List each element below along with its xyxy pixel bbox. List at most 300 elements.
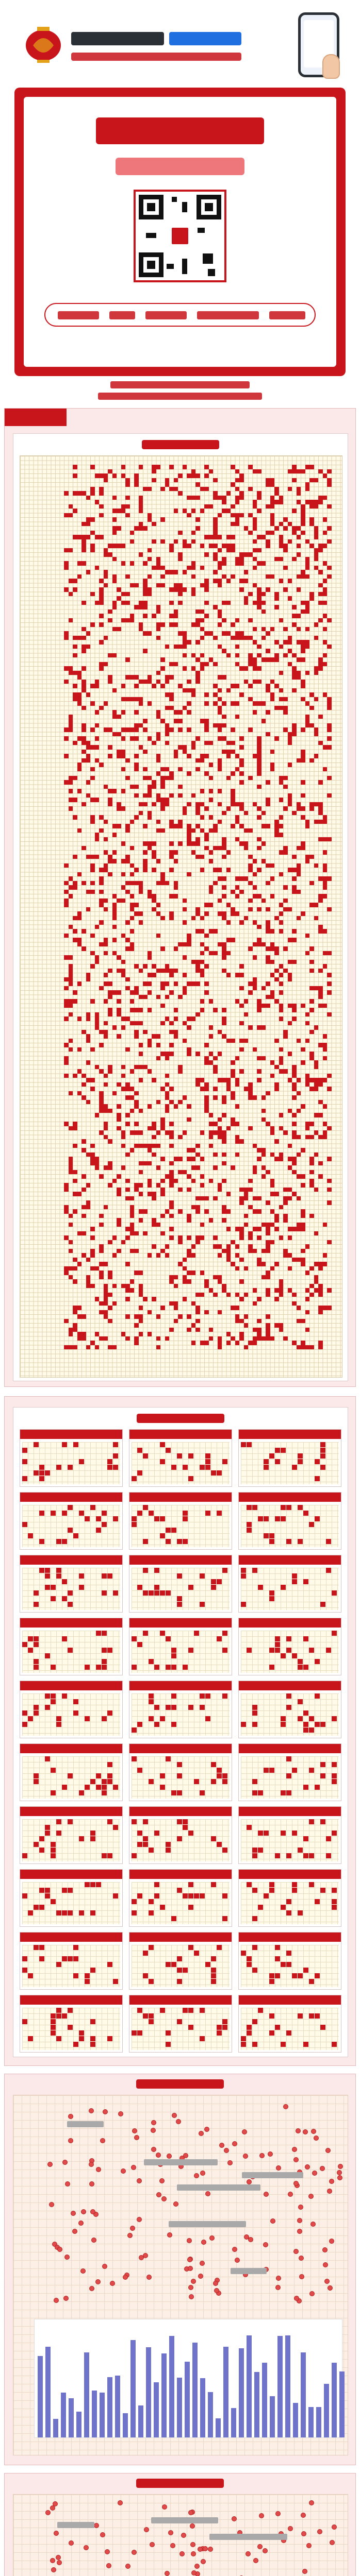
hit-cell <box>257 645 261 649</box>
trend-dot <box>263 2548 268 2553</box>
hit-cell <box>332 1631 337 1636</box>
trend-dot <box>191 2279 196 2284</box>
hit-cell <box>152 1218 156 1223</box>
trend-dot <box>57 2247 62 2252</box>
hit-cell <box>107 1648 112 1653</box>
hit-cell <box>156 1314 161 1319</box>
hit-cell <box>139 1144 143 1148</box>
hit-cell <box>305 1345 310 1350</box>
hit-cell <box>174 824 178 828</box>
hit-cell <box>183 1297 187 1301</box>
hit-cell <box>253 1170 257 1175</box>
hit-cell <box>160 666 165 671</box>
omission-bar <box>151 2517 218 2523</box>
hit-cell <box>191 1157 196 1161</box>
hit-cell <box>297 1078 301 1082</box>
hit-cell <box>305 715 310 719</box>
trend-dot <box>338 2164 343 2169</box>
hit-cell <box>178 1240 183 1245</box>
hit-cell <box>244 1323 249 1328</box>
hit-cell <box>288 469 292 474</box>
hit-cell <box>139 1306 143 1310</box>
hit-cell <box>191 531 196 535</box>
hit-cell <box>283 907 288 912</box>
hit-cell <box>292 855 297 859</box>
hit-cell <box>187 841 191 846</box>
hit-cell <box>279 697 284 702</box>
hit-cell <box>188 1893 193 1899</box>
hit-cell <box>169 1087 174 1091</box>
hit-cell <box>121 504 126 509</box>
hit-cell <box>169 1275 174 1280</box>
hit-cell <box>187 802 191 807</box>
hit-cell <box>205 1459 210 1464</box>
hit-cell <box>309 1293 314 1297</box>
hit-cell <box>148 1192 152 1196</box>
hit-cell <box>81 539 86 544</box>
hit-cell <box>283 1336 288 1341</box>
hit-cell <box>130 820 135 824</box>
hit-cell <box>318 469 323 474</box>
hit-cell <box>204 701 209 706</box>
hit-cell <box>288 1188 292 1192</box>
hit-cell <box>248 1249 253 1253</box>
hit-cell <box>204 1209 209 1214</box>
hit-cell <box>121 960 126 964</box>
hit-cell <box>121 1165 126 1170</box>
hit-cell <box>143 1453 148 1459</box>
hit-cell <box>152 684 156 688</box>
hit-cell <box>248 990 253 995</box>
hit-cell <box>264 1465 269 1470</box>
hit-cell <box>200 815 205 820</box>
hit-cell <box>86 1039 91 1043</box>
hit-cell <box>99 881 104 886</box>
hit-cell <box>315 1659 320 1664</box>
trend-dot <box>100 2532 105 2537</box>
hit-cell <box>117 544 121 548</box>
hit-cell <box>169 894 174 899</box>
hit-cell <box>112 732 117 737</box>
hit-cell <box>187 1047 191 1052</box>
hit-cell <box>96 1665 101 1670</box>
hit-cell <box>209 544 214 548</box>
hit-cell <box>327 504 332 509</box>
trend-dot <box>162 2504 167 2510</box>
hit-cell <box>200 1157 205 1161</box>
hit-cell <box>327 793 332 798</box>
hit-cell <box>239 1004 244 1008</box>
hit-cell <box>261 1174 266 1179</box>
hit-cell <box>112 903 117 907</box>
hit-cell <box>204 806 209 811</box>
hit-cell <box>283 1249 288 1253</box>
hit-cell <box>166 1539 171 1544</box>
draw-grid-header <box>239 1555 341 1565</box>
hit-cell <box>34 1590 39 1596</box>
hit-cell <box>121 544 126 548</box>
hit-cell <box>183 2008 188 2013</box>
hit-cell <box>125 1288 130 1293</box>
hit-cell <box>90 1253 95 1258</box>
hit-cell <box>292 614 297 618</box>
hit-cell <box>137 2008 142 2013</box>
hit-cell <box>169 820 174 824</box>
hit-cell <box>288 1144 292 1148</box>
hit-cell <box>258 1585 263 1590</box>
hit-cell <box>22 1853 27 1858</box>
hit-cell <box>248 881 253 886</box>
hit-cell <box>86 754 91 758</box>
hit-cell <box>323 662 328 667</box>
hit-cell <box>222 1773 227 1778</box>
trend-dot <box>84 2545 89 2550</box>
hit-cell <box>28 1636 33 1641</box>
hit-cell <box>283 885 288 890</box>
trend-dot <box>194 2564 200 2569</box>
promo-header[interactable] <box>14 7 346 84</box>
hit-cell <box>125 727 130 732</box>
hit-cell <box>222 942 226 947</box>
hit-cell <box>323 692 328 697</box>
hit-cell <box>134 1341 139 1345</box>
hit-cell <box>309 1179 314 1183</box>
hit-cell <box>326 1853 331 1858</box>
hit-cell <box>315 1899 320 1904</box>
hit-cell <box>174 754 178 758</box>
hit-cell <box>222 675 226 680</box>
hit-cell <box>274 1087 279 1091</box>
hit-cell <box>213 1293 218 1297</box>
hit-cell <box>77 1047 82 1052</box>
hit-cell <box>231 1262 235 1266</box>
hit-cell <box>134 762 139 767</box>
histogram-bar <box>270 2396 275 2437</box>
hit-cell <box>81 736 86 741</box>
hit-cell <box>34 1642 39 1647</box>
hit-cell <box>68 1773 73 1778</box>
hit-cell <box>77 911 82 916</box>
hit-cell <box>95 500 100 504</box>
hit-cell <box>81 1336 86 1341</box>
trend-dot <box>332 2524 337 2530</box>
hit-cell <box>156 828 161 833</box>
hit-cell <box>112 907 117 912</box>
hit-cell <box>86 496 91 500</box>
hit-cell <box>261 942 266 947</box>
hit-cell <box>139 605 143 609</box>
hit-cell <box>226 903 231 907</box>
hit-cell <box>56 1910 61 1916</box>
hit-cell <box>239 1279 244 1284</box>
hit-cell <box>104 1297 108 1301</box>
hit-cell <box>204 903 209 907</box>
hit-cell <box>169 465 174 469</box>
histogram-bar <box>223 2347 228 2437</box>
hit-cell <box>121 841 126 846</box>
hit-cell <box>134 1323 139 1328</box>
hit-cell <box>218 868 222 872</box>
hit-cell <box>86 1034 91 1039</box>
hit-cell <box>171 1722 176 1727</box>
hit-cell <box>125 1235 130 1240</box>
hit-cell <box>266 504 270 509</box>
hit-cell <box>327 478 332 483</box>
hit-cell <box>301 1223 305 1227</box>
hit-cell <box>297 535 301 539</box>
hit-cell <box>152 566 156 570</box>
hit-cell <box>107 1779 112 1784</box>
hit-cell <box>279 688 284 693</box>
hit-cell <box>73 999 77 1004</box>
trend-dot <box>168 2530 173 2535</box>
hit-cell <box>51 1899 56 1904</box>
hit-cell <box>332 1773 337 1778</box>
hit-cell <box>125 592 130 597</box>
hit-cell <box>64 1235 69 1240</box>
section-trend-2 <box>4 2473 356 2576</box>
draw-grid <box>20 1869 123 1927</box>
draw-grid-header <box>239 1681 341 1690</box>
hit-cell <box>257 548 261 553</box>
hit-cell <box>301 504 305 509</box>
hit-cell <box>99 986 104 991</box>
hit-cell <box>283 727 288 732</box>
hit-cell <box>156 1130 161 1135</box>
hit-cell <box>183 465 187 469</box>
hit-cell <box>209 1135 214 1140</box>
hit-cell <box>152 1122 156 1126</box>
hit-cell <box>152 1034 156 1039</box>
hit-cell <box>191 473 196 478</box>
hit-cell <box>318 1161 323 1166</box>
hit-cell <box>318 500 323 504</box>
hit-cell <box>274 526 279 531</box>
hit-cell <box>148 981 152 986</box>
hit-cell <box>279 557 284 562</box>
hit-cell <box>191 1165 196 1170</box>
hit-cell <box>275 2025 280 2030</box>
hit-cell <box>68 1648 73 1653</box>
hit-cell <box>217 1768 222 1773</box>
hit-cell <box>183 1825 188 1830</box>
hit-cell <box>165 1253 170 1258</box>
hit-cell <box>248 684 253 688</box>
hit-cell <box>288 1052 292 1056</box>
trend-dot <box>156 2192 161 2197</box>
hit-cell <box>102 1590 107 1596</box>
hit-cell <box>81 544 86 548</box>
hit-cell <box>195 675 200 680</box>
hit-cell <box>112 833 117 837</box>
hit-cell <box>39 1836 44 1841</box>
hit-cell <box>248 1095 253 1100</box>
hit-cell <box>235 522 240 527</box>
hit-cell <box>112 859 117 863</box>
trend-dot <box>131 2165 136 2170</box>
draw-grid-cells <box>22 1442 120 1484</box>
hit-cell <box>326 1648 331 1653</box>
hit-cell <box>143 1065 148 1070</box>
hit-cell <box>90 548 95 553</box>
hit-cell <box>248 1025 253 1030</box>
hit-cell <box>104 1104 108 1109</box>
hit-cell <box>85 1716 90 1721</box>
hit-cell <box>309 1853 314 1858</box>
trend-dot <box>121 2168 126 2174</box>
hit-cell <box>269 2030 274 2036</box>
hit-cell <box>148 793 152 798</box>
hit-cell <box>281 1448 286 1453</box>
hit-cell <box>104 899 108 903</box>
draw-grid-header <box>20 1744 122 1753</box>
hit-cell <box>130 907 135 912</box>
hit-cell <box>222 1016 226 1021</box>
hit-cell <box>99 662 104 667</box>
hit-cell <box>152 465 156 469</box>
hit-cell <box>183 1170 187 1175</box>
hit-cell <box>244 1214 249 1218</box>
hit-cell <box>77 1192 82 1196</box>
hit-cell <box>266 907 270 912</box>
hit-cell <box>217 2025 222 2030</box>
hit-cell <box>323 587 328 592</box>
hit-cell <box>62 1539 67 1544</box>
hit-cell <box>125 758 130 763</box>
hit-cell <box>187 824 191 828</box>
hit-cell <box>165 1130 170 1135</box>
hit-cell <box>318 1174 323 1179</box>
hit-cell <box>68 1888 73 1893</box>
hit-cell <box>257 806 261 811</box>
hit-cell <box>125 1082 130 1087</box>
hit-cell <box>309 999 314 1004</box>
hit-cell <box>99 899 104 903</box>
hit-cell <box>248 1244 253 1249</box>
hit-cell <box>244 601 249 605</box>
hit-cell <box>226 631 231 636</box>
hit-cell <box>281 1962 286 1967</box>
hit-cell <box>64 727 69 732</box>
hit-cell <box>309 1078 314 1082</box>
hit-cell <box>211 1968 216 1973</box>
hit-cell <box>121 618 126 623</box>
draw-grid <box>129 1743 232 1801</box>
hit-cell <box>178 552 183 557</box>
hit-cell <box>107 1853 112 1858</box>
hit-cell <box>121 934 126 938</box>
hit-cell <box>99 491 104 496</box>
omission-bar <box>144 2159 218 2165</box>
hit-cell <box>160 1021 165 1026</box>
hit-cell <box>253 566 257 570</box>
hit-cell <box>323 876 328 881</box>
hit-cell <box>108 1012 112 1017</box>
hit-cell <box>244 916 249 921</box>
hit-cell <box>69 876 73 881</box>
hit-cell <box>154 1585 159 1590</box>
hit-cell <box>248 531 253 535</box>
hit-cell <box>270 482 275 487</box>
hit-cell <box>303 1636 308 1641</box>
hit-cell <box>211 1762 216 1767</box>
hit-cell <box>217 1773 222 1778</box>
hit-cell <box>274 640 279 645</box>
hit-cell <box>314 697 319 702</box>
trend-dot <box>259 2153 265 2158</box>
hit-cell <box>209 828 214 833</box>
hit-cell <box>139 1314 143 1319</box>
hit-cell <box>102 1716 107 1721</box>
hit-cell <box>130 1223 135 1227</box>
hit-cell <box>81 1095 86 1100</box>
hit-cell <box>143 776 148 781</box>
hit-cell <box>235 478 240 483</box>
hit-cell <box>51 1693 56 1699</box>
hit-cell <box>156 1253 161 1258</box>
hit-cell <box>130 1069 135 1074</box>
hit-cell <box>174 1008 178 1012</box>
hit-cell <box>239 478 244 483</box>
hit-cell <box>258 1831 263 1836</box>
hit-cell <box>152 785 156 789</box>
hit-cell <box>303 1968 308 1973</box>
hit-cell <box>160 798 165 802</box>
hit-cell <box>166 1842 171 1847</box>
hit-cell <box>166 2042 171 2047</box>
hit-cell <box>222 1893 227 1899</box>
hit-cell <box>148 513 152 518</box>
hit-cell <box>318 1135 323 1140</box>
promo-line-red <box>71 53 241 61</box>
draw-grid-cells <box>241 1442 339 1484</box>
hit-cell <box>270 697 275 702</box>
hit-cell <box>274 977 279 982</box>
hit-cell <box>305 1078 310 1082</box>
hit-cell <box>270 478 275 483</box>
qr-code-icon[interactable] <box>134 190 226 282</box>
hit-cell <box>112 579 117 583</box>
hit-cell <box>275 1648 280 1653</box>
trend-chart <box>13 2494 348 2576</box>
hit-cell <box>323 627 328 632</box>
hit-cell <box>73 1179 77 1183</box>
hit-cell <box>77 938 82 942</box>
section-tab[interactable] <box>5 409 67 426</box>
hit-cell <box>301 1183 305 1188</box>
trend-dot <box>150 2542 155 2547</box>
hit-cell <box>235 1314 240 1319</box>
hit-cell <box>51 2025 56 2030</box>
hit-cell <box>73 1710 78 1716</box>
hit-cell <box>108 1240 112 1245</box>
hit-cell <box>134 990 139 995</box>
hit-cell <box>86 1200 91 1205</box>
histogram-bar <box>216 2418 221 2437</box>
draw-grid <box>238 1618 341 1675</box>
hit-cell <box>108 1306 112 1310</box>
trend-dot <box>288 2192 293 2197</box>
hit-cell <box>178 1170 183 1175</box>
hit-cell <box>297 1091 301 1096</box>
hit-cell <box>218 1310 222 1315</box>
histogram-bar <box>177 2378 182 2437</box>
hit-cell <box>156 881 161 886</box>
trend-dot <box>54 2298 59 2303</box>
hit-cell <box>95 798 100 802</box>
hit-cell <box>86 973 91 977</box>
hit-cell <box>248 1188 253 1192</box>
